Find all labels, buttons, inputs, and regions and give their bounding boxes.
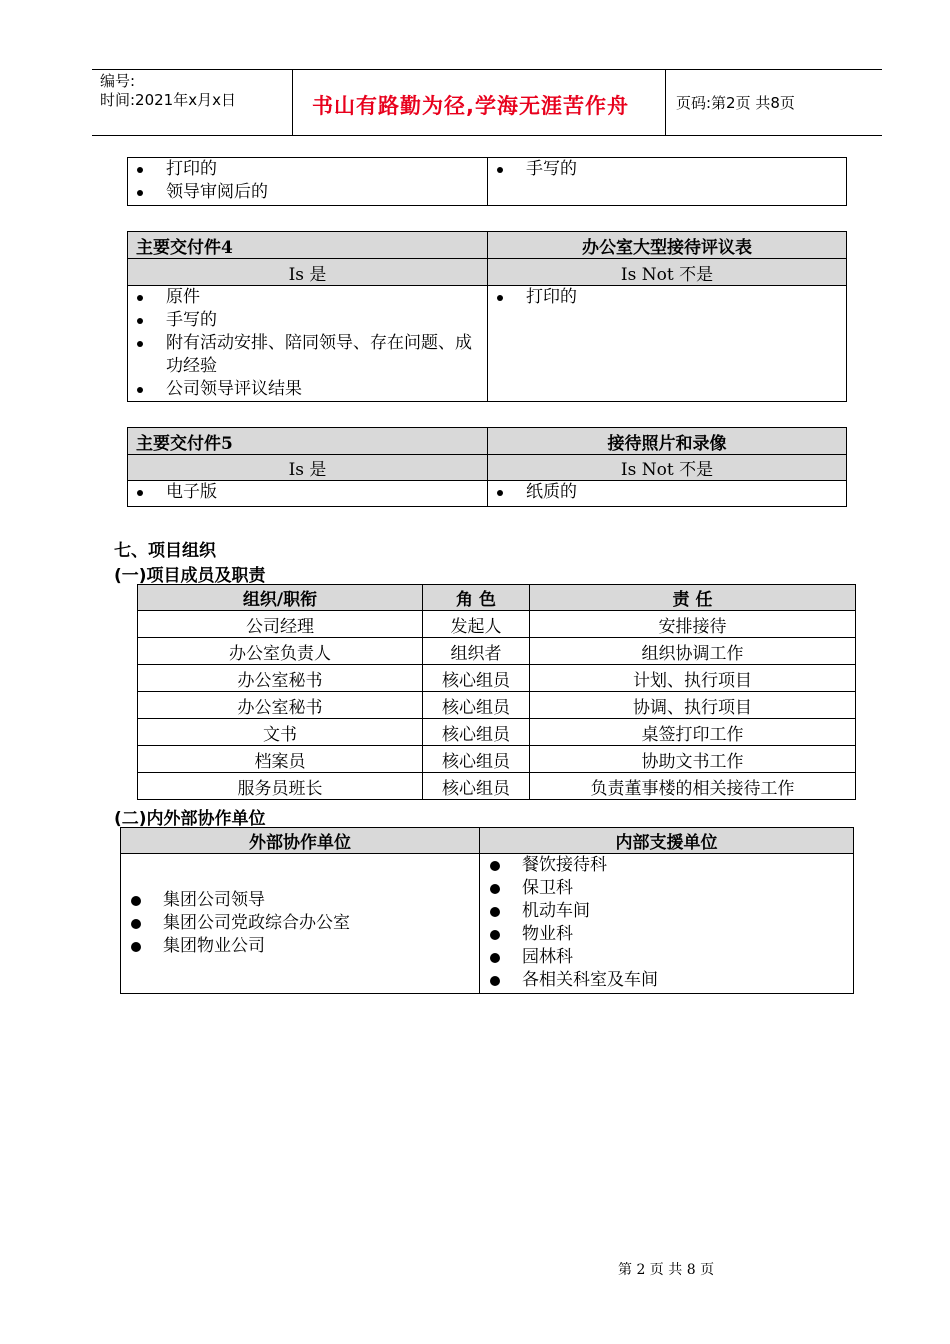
internal-units-cell: [480, 854, 854, 994]
member-duty: 协助文书工作: [530, 746, 856, 773]
deliverable-4-isnot-cell: [488, 286, 847, 402]
list-item: 附有活动安排、陪同领导、存在问题、成功经验: [128, 332, 487, 378]
list-item: 集团公司党政综合办公室: [121, 912, 479, 935]
list-item: 各相关科室及车间: [480, 969, 853, 992]
section-7-sub1: (一)项目成员及职责: [114, 566, 266, 586]
members-table: [137, 584, 856, 800]
list-item: 公司领导评议结果: [128, 378, 487, 401]
units-table: [120, 827, 854, 994]
list-item: 领导审阅后的: [128, 181, 487, 204]
table-row: [138, 611, 856, 638]
table-row: [138, 773, 856, 800]
deliverable-5-is-cell: [128, 481, 488, 507]
table1-left-cell: [128, 158, 488, 206]
table1-right-cell: [488, 158, 847, 206]
members-header-role: 角 色: [423, 585, 530, 611]
member-duty: 计划、执行项目: [530, 665, 856, 692]
list-item: 园林科: [480, 946, 853, 969]
member-title: 办公室秘书: [138, 692, 423, 719]
deliverable-5-title: 接待照片和录像: [488, 428, 847, 455]
deliverable-4-isnot-header: Is Not 不是: [488, 259, 847, 286]
list-item: 保卫科: [480, 877, 853, 900]
list-item: 原件: [128, 286, 487, 309]
member-title: 办公室秘书: [138, 665, 423, 692]
table-row: [138, 719, 856, 746]
member-title: 公司经理: [138, 611, 423, 638]
member-duty: 桌签打印工作: [530, 719, 856, 746]
members-header-duty: 责 任: [530, 585, 856, 611]
deliverable-4-table: [127, 231, 847, 402]
deliverable-5-table: [127, 427, 847, 507]
member-duty: 安排接待: [530, 611, 856, 638]
member-duty: 组织协调工作: [530, 638, 856, 665]
member-role: 核心组员: [423, 719, 530, 746]
list-item: 集团物业公司: [121, 935, 479, 958]
list-item: 手写的: [488, 158, 846, 181]
list-item: 纸质的: [488, 481, 846, 504]
header-number: 编号:: [100, 72, 136, 90]
deliverable-5-isnot-cell: [488, 481, 847, 507]
member-title: 办公室负责人: [138, 638, 423, 665]
list-item: 打印的: [128, 158, 487, 181]
member-role: 发起人: [423, 611, 530, 638]
member-role: 核心组员: [423, 746, 530, 773]
page-footer: 第 2 页 共 8 页: [618, 1262, 715, 1278]
units-header-external: 外部协作单位: [121, 828, 480, 854]
list-item: 物业科: [480, 923, 853, 946]
header-bottom-rule: [92, 135, 882, 136]
deliverable-3-continuation-table: [127, 157, 847, 206]
list-item: 打印的: [488, 286, 846, 309]
deliverable-4-label: 主要交付件4: [128, 232, 488, 259]
member-role: 组织者: [423, 638, 530, 665]
member-title: 文书: [138, 719, 423, 746]
deliverable-4-is-cell: [128, 286, 488, 402]
member-duty: 负责董事楼的相关接待工作: [530, 773, 856, 800]
header-divider-1: [292, 69, 293, 135]
list-item: 机动车间: [480, 900, 853, 923]
units-header-internal: 内部支援单位: [480, 828, 854, 854]
member-role: 核心组员: [423, 692, 530, 719]
member-role: 核心组员: [423, 773, 530, 800]
member-title: 档案员: [138, 746, 423, 773]
header-motto: 书山有路勤为径,学海无涯苦作舟: [312, 94, 629, 118]
table-row: [138, 692, 856, 719]
table-row: [138, 638, 856, 665]
deliverable-5-label: 主要交付件5: [128, 428, 488, 455]
members-header-title: 组织/职衔: [138, 585, 423, 611]
deliverable-4-is-header: Is 是: [128, 259, 488, 286]
external-units-cell: [121, 854, 480, 994]
section-7-title: 七、项目组织: [114, 541, 216, 561]
deliverable-5-is-header: Is 是: [128, 455, 488, 481]
deliverable-5-isnot-header: Is Not 不是: [488, 455, 847, 481]
table-row: [138, 665, 856, 692]
member-duty: 协调、执行项目: [530, 692, 856, 719]
member-role: 核心组员: [423, 665, 530, 692]
list-item: 集团公司领导: [121, 889, 479, 912]
table-row: [138, 746, 856, 773]
header-page: 页码:第2页 共8页: [676, 94, 795, 112]
member-title: 服务员班长: [138, 773, 423, 800]
list-item: 手写的: [128, 309, 487, 332]
deliverable-4-title: 办公室大型接待评议表: [488, 232, 847, 259]
list-item: 电子版: [128, 481, 487, 504]
header-time: 时间:2021年x月x日: [100, 91, 236, 109]
header-top-rule: [92, 69, 882, 70]
header-divider-2: [665, 69, 666, 135]
section-7-sub2: (二)内外部协作单位: [114, 809, 266, 829]
list-item: 餐饮接待科: [480, 854, 853, 877]
